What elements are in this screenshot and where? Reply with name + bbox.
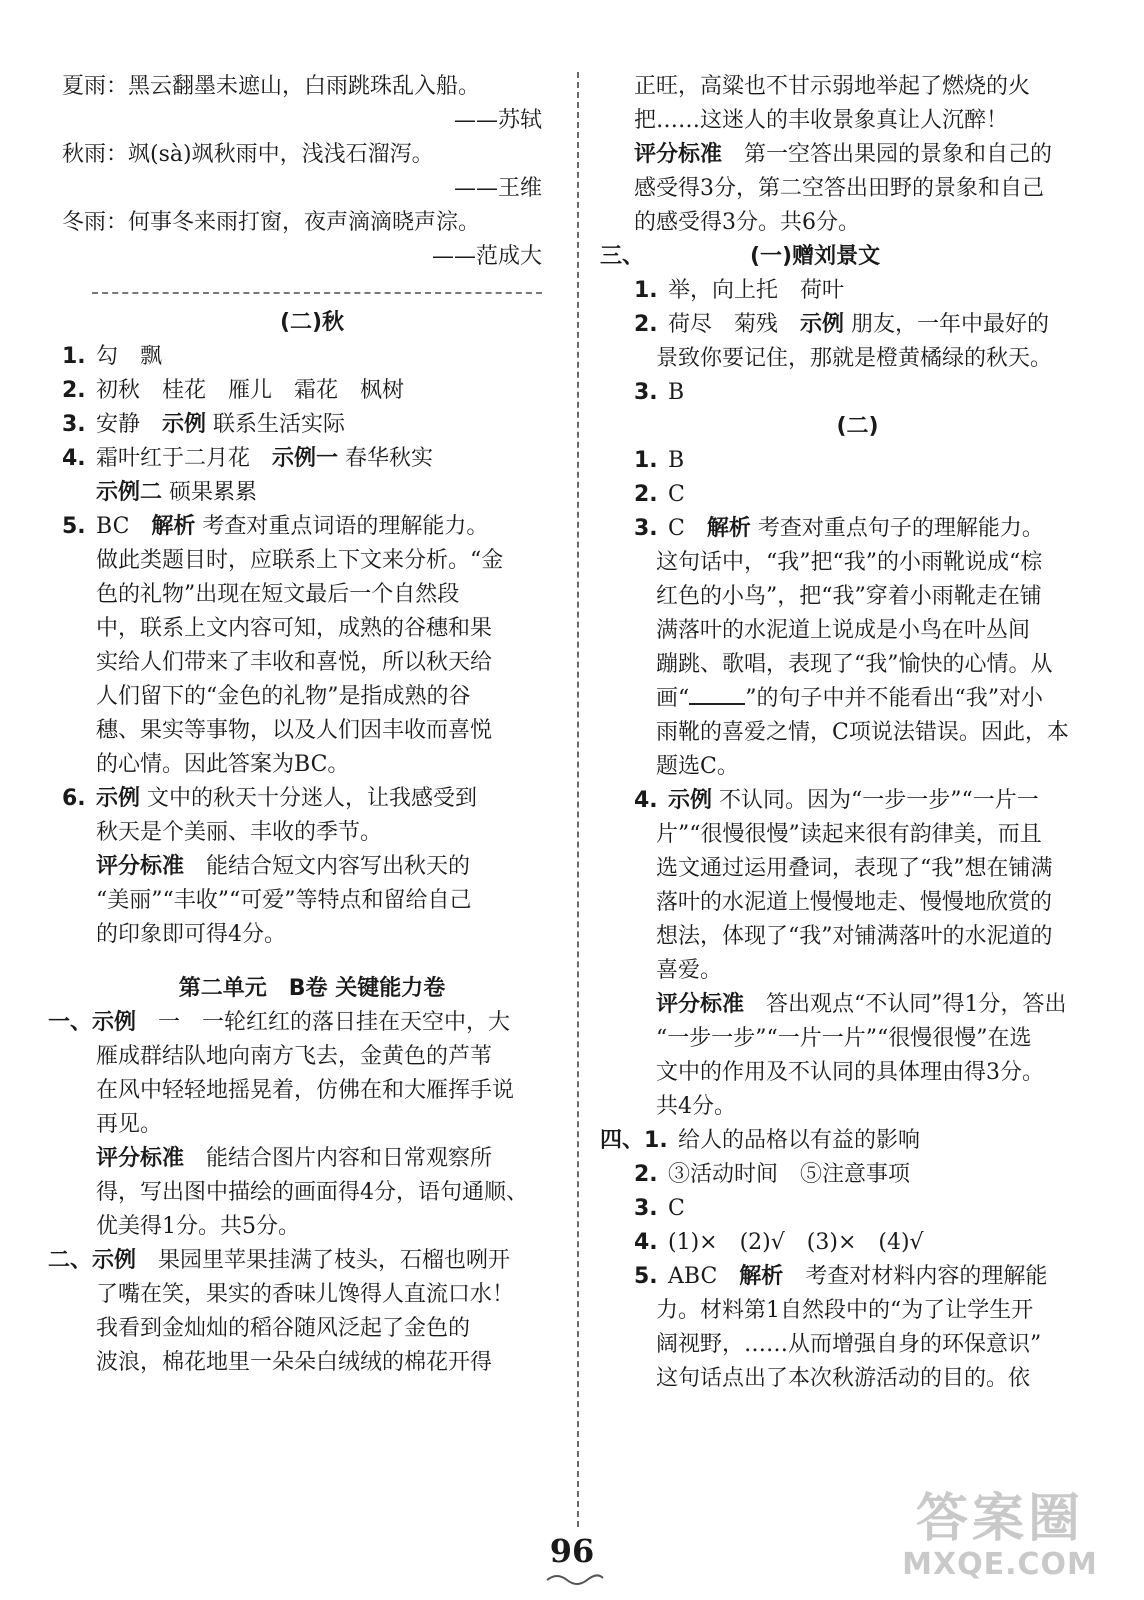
scoring-criteria-s2: 评分标准 第一空答出果园的景象和自己的: [634, 142, 1053, 167]
answer-5-line: 实给人们带来了丰收和喜悦，所以秋天给: [96, 650, 493, 675]
s3b-answer-3-line: 红色的小鸟”，把“我”穿着小雨靴走在铺: [656, 584, 1042, 609]
s3-answer-2-cont: 景致你要记住，那就是橙黄橘绿的秋天。: [656, 346, 1053, 371]
s3b-answer-2: 2. C: [634, 482, 685, 507]
s4-answer-5: 5. ABC 解析 考查对材料内容的理解能: [634, 1264, 1048, 1289]
answer-3: 3. 安静 示例 联系生活实际: [62, 412, 346, 437]
section-1-line: 雁成群结队地向南方飞去，金黄色的芦苇: [96, 1044, 493, 1069]
poem-line-1: 夏雨：黑云翻墨未遮山，白雨跳珠乱入船。: [62, 74, 481, 99]
scoring-line: “一步一步”“一片一片”“很慢很慢”在选: [656, 1026, 1032, 1051]
s4-answer-5-line: 阔视野，……从而增强自身的环保意识”: [656, 1332, 1042, 1357]
s4-answer-5-line: 力。材料第1自然段中的“为了让学生开: [656, 1298, 1034, 1323]
answer-5-line: 中，联系上文内容可知，成熟的谷穗和果: [96, 616, 493, 641]
s3b-answer-4-line: 落叶的水泥道上慢慢地走、慢慢地欣赏的: [656, 890, 1053, 915]
section-title-autumn: (二)秋: [279, 310, 345, 335]
scoring-criteria-s1: 评分标准 能结合图片内容和日常观察所: [96, 1146, 493, 1171]
section-1-line: 再见。: [96, 1112, 163, 1137]
s3-answer-3: 3. B: [634, 380, 685, 405]
answer-6: 6. 示例 文中的秋天十分迷人，让我感受到: [62, 786, 478, 811]
scoring-criteria-4: 评分标准 答出观点“不认同”得1分，答出: [656, 992, 1067, 1017]
poem-line-3: 冬雨：何事冬来雨打窗，夜声滴滴晓声淙。: [62, 210, 481, 235]
answer-4-cont: 示例二 硕果累累: [96, 480, 258, 505]
scoring-line: “美丽”“丰收”“可爱”等特点和留给自己: [96, 888, 472, 913]
watermark-logo: [870, 1490, 1130, 1590]
scoring-line: 感受得3分，第二空答出田野的景象和自己: [634, 176, 1044, 201]
answer-5-line: 人们留下的“金色的礼物”是指成熟的谷: [96, 684, 471, 709]
watermark-bottom: MXQE.COM: [902, 1547, 1098, 1582]
section-1-answer: 一、示例 一 一轮红红的落日挂在天空中，大: [48, 1010, 511, 1035]
section-1-line: 在风中轻轻地摇晃着，仿佛在和大雁挥手说: [96, 1078, 515, 1103]
s3b-answer-3: 3. C 解析 考查对重点句子的理解能力。: [634, 516, 1044, 541]
scoring-line: 的印象即可得4分。: [96, 922, 286, 947]
answer-2: 2. 初秋 桂花 雁儿 霜花 枫树: [62, 378, 405, 403]
s3b-answer-3-line: 雨靴的喜爱之情，C项说法错误。因此，本: [656, 720, 1069, 745]
scoring-line: 文中的作用及不认同的具体理由得3分。: [656, 1060, 1044, 1085]
section-3-header: 三、 (一)赠刘景文: [600, 244, 881, 269]
s4-answer-5-line: 这句话点出了本次秋游活动的目的。依: [656, 1366, 1031, 1391]
s3-answer-2: 2. 荷尽 菊残 示例 朋友，一年中最好的: [634, 312, 1050, 337]
unit-title: 第二单元 B卷 关键能力卷: [178, 976, 446, 1001]
section-divider: [92, 292, 542, 294]
section-2-line: 波浪，棉花地里一朵朵白绒绒的棉花开得: [96, 1350, 493, 1375]
page-number: 96: [549, 1532, 595, 1570]
continued-line: 把……这迷人的丰收景象真让人沉醉！: [634, 108, 1009, 133]
s3b-answer-3-line: 这句话中，“我”把“我”的小雨靴说成“棕: [656, 550, 1043, 575]
poem-author-3: ——范成大: [431, 244, 542, 269]
answer-5-line: 的心情。因此答案为BC。: [96, 752, 350, 777]
answer-1: 1. 勾 飘: [62, 344, 163, 369]
poem-author-1: ——苏轼: [453, 108, 542, 133]
answer-5-line: 穗、果实等事物，以及人们因丰收而喜悦: [96, 718, 493, 743]
s3b-answer-4: 4. 示例 不认同。因为“一步一步”“一片一: [634, 788, 1039, 813]
right-column: [600, 70, 1115, 1396]
scoring-line: 的感受得3分。共6分。: [634, 210, 860, 235]
section-2-line: 了嘴在笑，果实的香味儿馋得人直流口水！: [96, 1282, 515, 1307]
s3b-answer-4-line: 片”“很慢很慢”读起来很有韵律美，而且: [656, 822, 1042, 847]
left-column: [48, 70, 562, 1380]
scoring-criteria-6: 评分标准 能结合短文内容写出秋天的: [96, 854, 471, 879]
scoring-line: 得，写出图中描绘的画面得4分，语句通顺、: [96, 1180, 528, 1205]
wave-ornament-icon: [545, 1572, 605, 1586]
s4-answer-2: 2. ③活动时间 ⑤注意事项: [634, 1162, 911, 1187]
answer-5-line: 色的礼物”出现在短文最后一个自然段: [96, 582, 460, 607]
s4-answer-1: 四、1. 给人的品格以有益的影响: [600, 1128, 921, 1153]
subsection-title-2: (二): [836, 414, 879, 439]
s3b-answer-3-line: 画“ ”的句子中并不能看出“我”对小: [600, 682, 1115, 716]
watermark-top: 答案圈: [915, 1489, 1084, 1549]
answer-4: 4. 霜叶红于二月花 示例一 春华秋实: [62, 446, 434, 471]
s3b-answer-3-line: 满落叶的水泥道上说成是小鸟在叶丛间: [656, 618, 1031, 643]
section-2-line: 我看到金灿灿的稻谷随风泛起了金色的: [96, 1316, 471, 1341]
poem-author-2: ——王维: [453, 176, 542, 201]
s3b-answer-3-line: 蹦跳、歌唱，表现了“我”愉快的心情。从: [656, 652, 1053, 677]
s3b-answer-4-line: 选文通过运用叠词，表现了“我”想在铺满: [656, 856, 1053, 881]
section-2-answer: 二、示例 果园里苹果挂满了枝头，石榴也咧开: [48, 1248, 511, 1273]
column-divider: [577, 72, 579, 1527]
s4-answer-3: 3. C: [634, 1196, 685, 1221]
scoring-line: 优美得1分。共5分。: [96, 1214, 300, 1239]
answer-5-line: 做此类题目时，应联系上下文来分析。“金: [96, 548, 504, 573]
s3-answer-1: 1. 举，向上托 荷叶: [634, 278, 845, 303]
poem-line-2: 秋雨：飒(sà)飒秋雨中，浅浅石溜泻。: [62, 142, 434, 167]
s3b-answer-4-line: 喜爱。: [656, 958, 723, 983]
s3b-answer-1: 1. B: [634, 448, 685, 473]
scoring-line: 共4分。: [656, 1094, 736, 1119]
s3b-answer-4-line: 想法，体现了“我”对铺满落叶的水泥道的: [656, 924, 1053, 949]
answer-6-line: 秋天是个美丽、丰收的季节。: [96, 820, 383, 845]
s3b-answer-3-line: 题选C。: [656, 754, 739, 779]
underline-blank: [689, 683, 745, 705]
answer-5: 5. BC 解析 考查对重点词语的理解能力。: [62, 514, 489, 539]
continued-line: 正旺，高粱也不甘示弱地举起了燃烧的火: [634, 74, 1031, 99]
s4-answer-4: 4. (1)× (2)√ (3)× (4)√: [634, 1230, 924, 1255]
